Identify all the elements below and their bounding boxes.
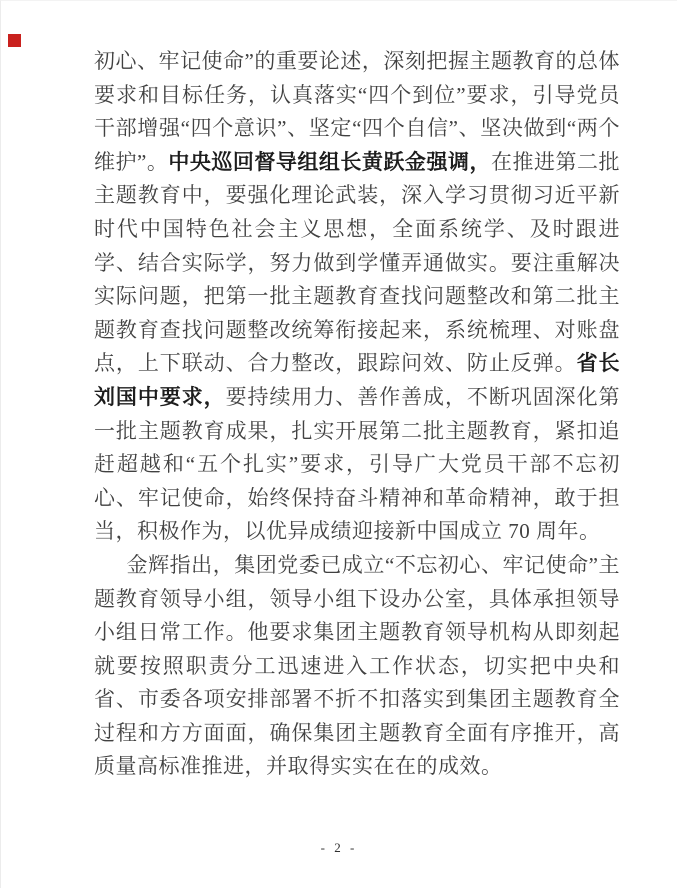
red-square-marker — [8, 34, 21, 47]
paragraph-meeting-summary — [94, 45, 620, 549]
page-number: - 2 - — [320, 840, 358, 855]
body-text-segment: 初心、牢记使命”的重要论述，深刻把握主题教育的总体要求和目标任务，认真落实“四个到位”要求，引导党员干部增强“四个意识”、坚定“四个自信”、坚决做到“两个维护”。 — [94, 49, 620, 174]
speaker-emphasis-huangyuejin: 中央巡回督导组组长黄跃金强调， — [168, 149, 491, 174]
body-text-segment: 在推进第二批主题教育中，要强化理论武装，深入学习贯彻习近平新时代中国特色社会主义思想，全面系统学、及时跟进学、结合实际学，努力做到学懂弄通做实。要注重解决实际问题，把第一批主题教育查找问题整改和第二批主题教育查找问题整改统筹衔接起来，系统梳理、对账盘点，上下联动、合力整改，跟踪问效、防止反弹。 — [94, 149, 621, 376]
body-text-segment: 金辉指出，集团党委已成立“不忘初心、牢记使命”主题教育领导小组，领导小组下设办公室，具体承担领导小组日常工作。他要求集团主题教育领导机构从即刻起就要按照职责分工迅速进入工作状态，切实把中央和省、市委各项安排部署不折不扣落实到集团主题教育全过程和方方面面，确保集团主题教育全面有序推开，高质量高标准推进，并取得实实在在的成效。 — [94, 552, 620, 779]
body-text-segment: 要持续用力、善作善成，不断巩固深化第一批主题教育成果，扎实开展第二批主题教育，紧扣追赶超越和“五个扎实”要求，引导广大党员干部不忘初心、牢记使命，始终保持奋斗精神和革命精神，敢于担当，积极作为，以优异成绩迎接新中国成立 70 周年。 — [94, 384, 620, 544]
paragraph-jinhui-remarks — [94, 549, 620, 784]
document-body — [94, 45, 620, 784]
speaker-emphasis-liuguozhong: 省长刘国中要求， — [94, 351, 621, 409]
